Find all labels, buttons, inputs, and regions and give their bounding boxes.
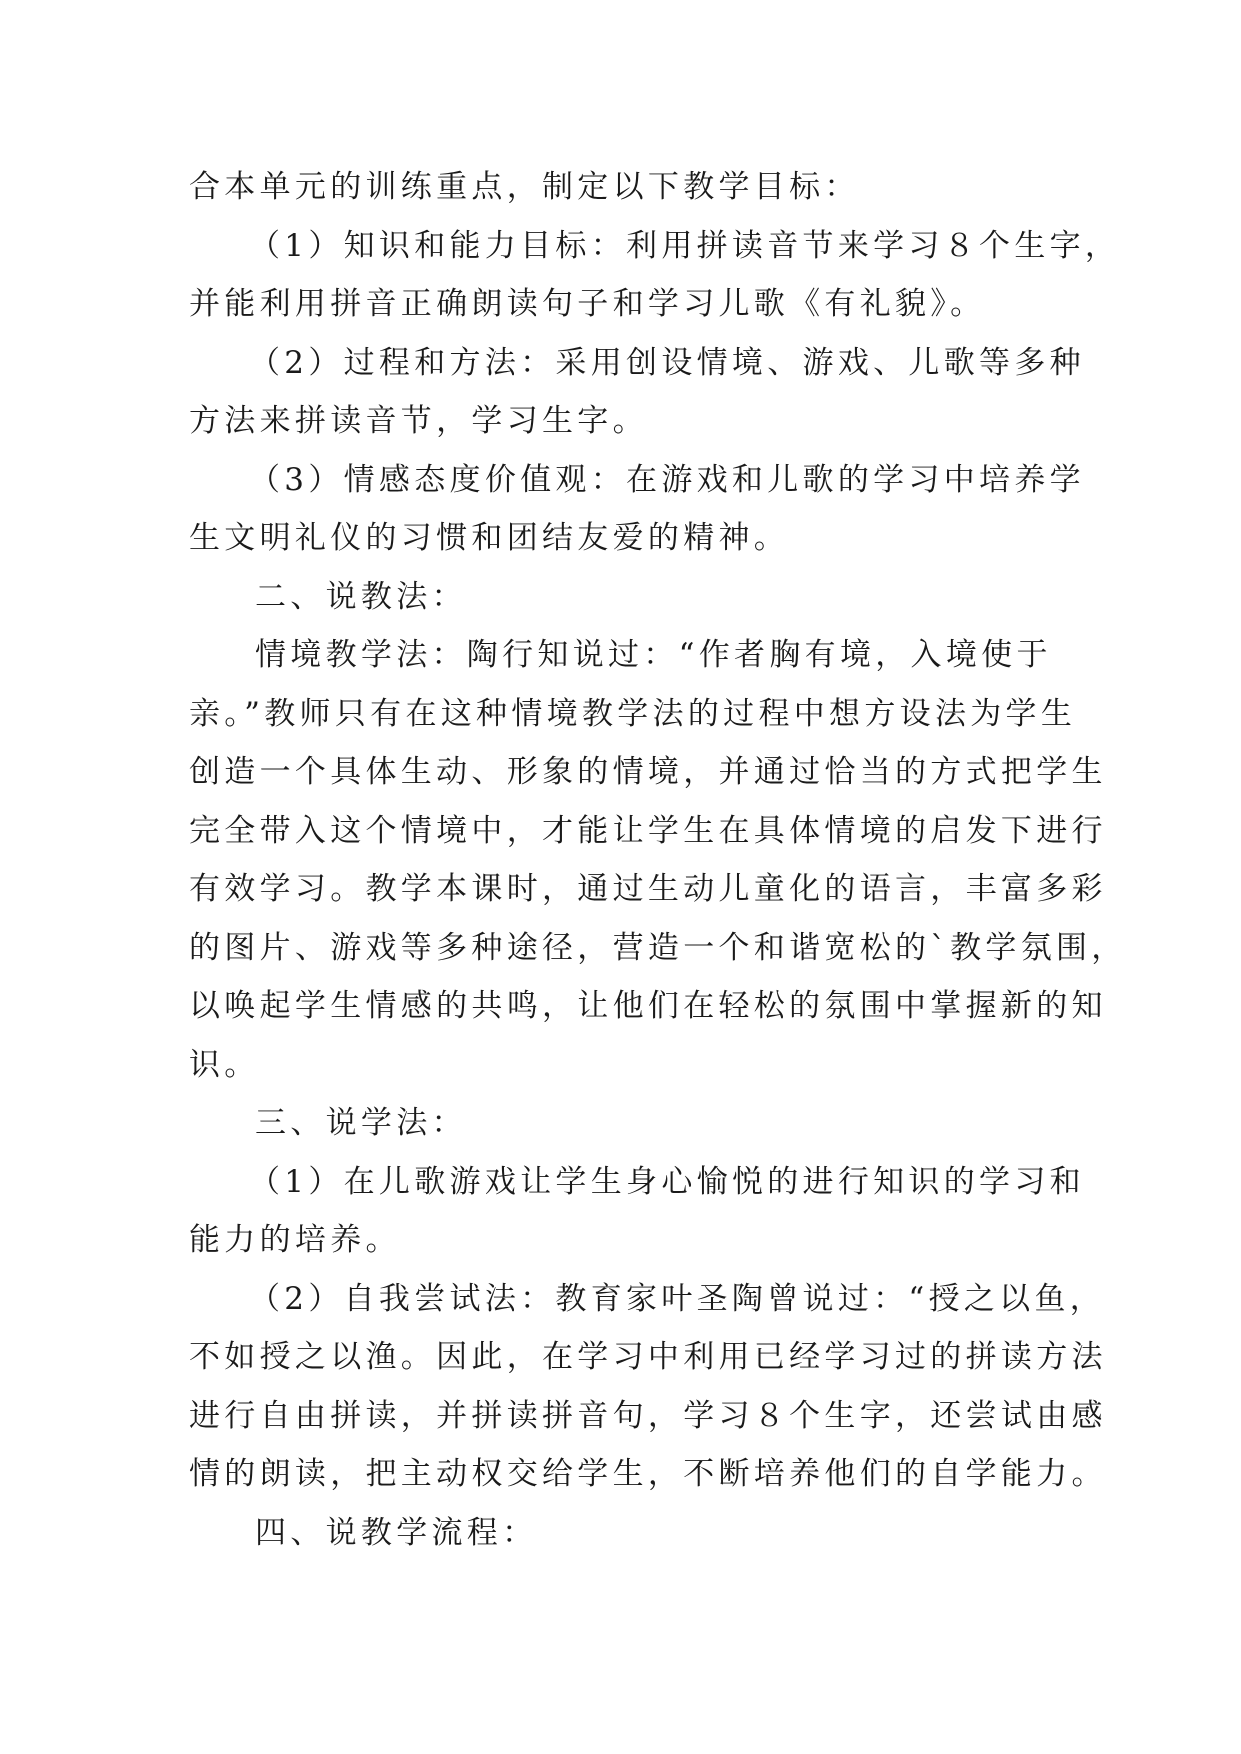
text-line: 以唤起学生情感的共鸣，让他们在轻松的氛围中掌握新的知 <box>189 988 1107 1024</box>
text-line: 创造一个具体生动、形象的情境，并通过恰当的方式把学生 <box>189 754 1107 790</box>
document-body <box>189 158 1127 1562</box>
text-line: 并能利用拼音正确朗读句子和学习儿歌《有礼貌》。 <box>189 286 986 322</box>
text-line: （1）在儿歌游戏让学生身心愉悦的进行知识的学习和 <box>249 1163 1085 1200</box>
text-line: 不如授之以渔。因此，在学习中利用已经学习过的拼读方法 <box>189 1339 1107 1375</box>
text-line: 完全带入这个情境中，才能让学生在具体情境的启发下进行 <box>189 812 1107 849</box>
text-line: （2）自我尝试法：教育家叶圣陶曾说过：“授之以鱼， <box>249 1280 1106 1317</box>
text-line: 识。 <box>189 1046 260 1083</box>
text-line: 能力的培养。 <box>189 1222 401 1258</box>
text-line: 进行自由拼读，并拼读拼音句，学习８个生字，还尝试由感 <box>189 1397 1107 1434</box>
text-line: （1）知识和能力目标：利用拼读音节来学习８个生字， <box>249 227 1121 264</box>
text-line: 情的朗读，把主动权交给学生，不断培养他们的自学能力。 <box>189 1456 1107 1492</box>
text-line: （2）过程和方法：采用创设情境、游戏、儿歌等多种 <box>249 344 1085 381</box>
text-line: （3）情感态度价值观：在游戏和儿歌的学习中培养学 <box>249 461 1085 498</box>
section-heading: 四、说教学流程： <box>255 1514 538 1551</box>
text-line: 的图片、游戏等多种途径，营造一个和谐宽松的`教学氛围， <box>189 929 1127 966</box>
text-line: 生文明礼仪的习惯和团结友爱的精神。 <box>189 520 790 556</box>
text-line: 合本单元的训练重点，制定以下教学目标： <box>189 169 860 205</box>
text-line: 方法来拼读音节，学习生字。 <box>189 403 648 439</box>
section-heading: 三、说学法： <box>255 1105 467 1141</box>
section-heading: 二、说教法： <box>255 578 467 615</box>
text-line: 亲。”教师只有在这种情境教学法的过程中想方设法为学生 <box>189 695 1077 732</box>
text-line: 情境教学法：陶行知说过：“作者胸有境，入境使于 <box>255 637 1052 673</box>
text-line: 有效学习。教学本课时，通过生动儿童化的语言，丰富多彩 <box>189 871 1107 907</box>
